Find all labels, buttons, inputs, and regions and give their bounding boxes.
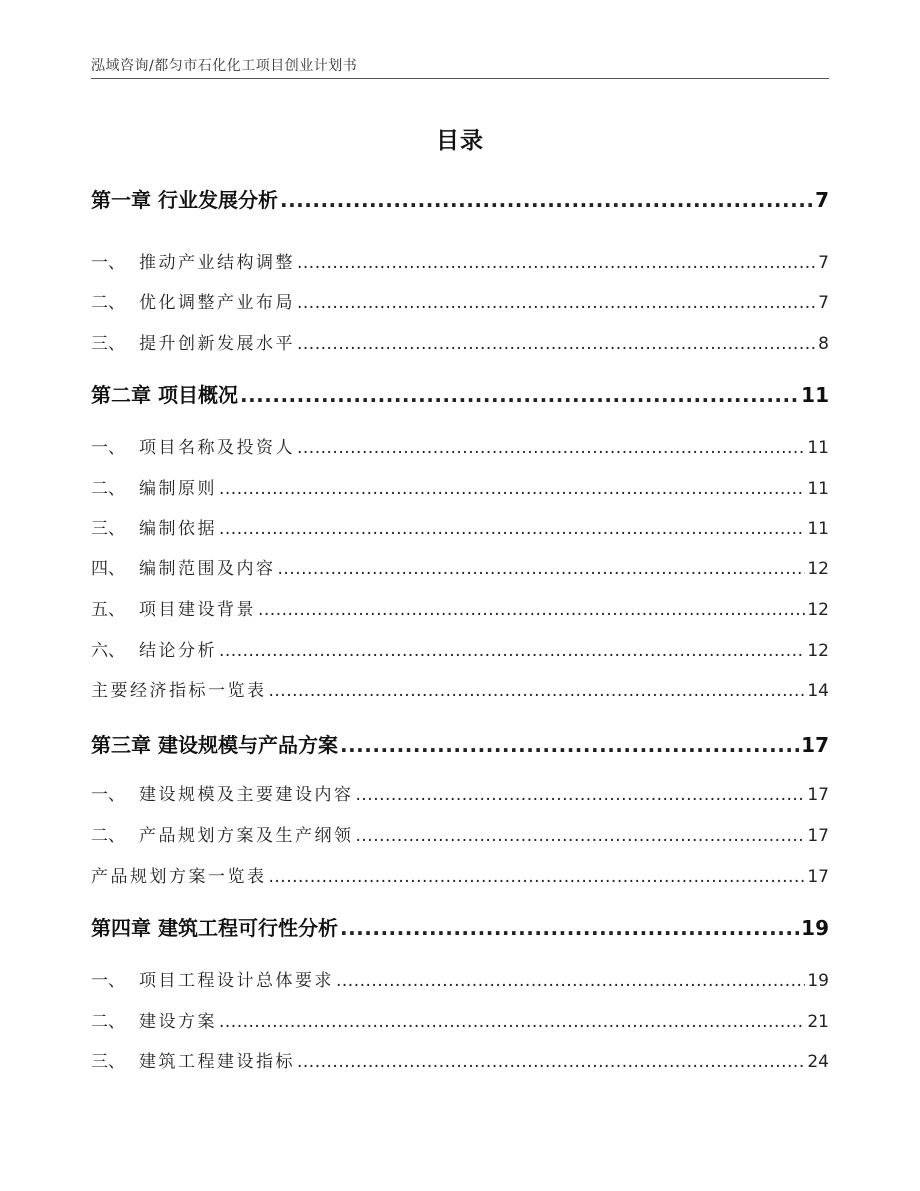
toc-section-entry[interactable] [91, 821, 829, 846]
toc-page-number: 14 [807, 681, 829, 701]
toc-entry-number: 四、 [91, 559, 125, 579]
toc-chapter-entry[interactable] [91, 379, 829, 408]
toc-entry-label [91, 821, 354, 846]
toc-entry-text: 第四章 建筑工程可行性分析 [91, 916, 338, 940]
toc-leader-dots [340, 733, 799, 757]
toc-entry-number: 一、 [91, 971, 125, 991]
toc-page-number: 19 [807, 971, 829, 991]
toc-page-number: 12 [807, 559, 829, 579]
toc-entry-text: 第一章 行业发展分析 [91, 188, 278, 212]
toc-entry-text: 项目建设背景 [139, 600, 256, 620]
toc-entry-number: 二、 [91, 826, 125, 846]
toc-page-number: 21 [807, 1012, 829, 1032]
toc-entry-label [91, 248, 295, 273]
toc-entry-label [91, 636, 217, 661]
toc-page-number: 11 [807, 438, 829, 458]
toc-page-number: 17 [801, 733, 829, 757]
toc-entry-number: 二、 [91, 479, 125, 499]
toc-entry-label [91, 1047, 295, 1072]
toc-section-entry[interactable] [91, 636, 829, 661]
toc-page-number: 17 [807, 785, 829, 805]
toc-page-number: 8 [818, 334, 829, 354]
toc-entry-label [91, 966, 334, 991]
toc-section-entry[interactable] [91, 966, 829, 991]
toc-leader-dots [219, 1012, 805, 1032]
toc-entry-text: 产品规划方案一览表 [91, 867, 267, 887]
toc-page-number: 12 [807, 600, 829, 620]
toc-entry-text: 产品规划方案及生产纲领 [139, 826, 354, 846]
toc-leader-dots [219, 479, 805, 499]
toc-section-entry[interactable] [91, 780, 829, 805]
toc-section-entry[interactable] [91, 514, 829, 539]
toc-section-entry[interactable] [91, 595, 829, 620]
toc-entry-text: 建筑工程建设指标 [139, 1052, 295, 1072]
toc-entry-text: 编制依据 [139, 519, 217, 539]
toc-entry-text: 提升创新发展水平 [139, 334, 295, 354]
toc-entry-text: 主要经济指标一览表 [91, 681, 267, 701]
toc-section-entry[interactable] [91, 676, 829, 701]
toc-entry-label [91, 379, 238, 408]
toc-leader-dots [297, 1052, 805, 1072]
toc-entry-text: 编制范围及内容 [139, 559, 276, 579]
toc-page-number: 24 [807, 1052, 829, 1072]
toc-section-entry[interactable] [91, 1007, 829, 1032]
toc-page-number: 19 [801, 916, 829, 940]
toc-leader-dots [297, 253, 816, 273]
toc-entry-label [91, 595, 256, 620]
toc-leader-dots [297, 293, 816, 313]
toc-chapter-entry[interactable] [91, 184, 829, 213]
toc-page-number: 7 [815, 188, 829, 212]
toc-entry-text: 建设方案 [139, 1012, 217, 1032]
toc-entry-number: 三、 [91, 1052, 125, 1072]
toc-page-number: 11 [807, 479, 829, 499]
toc-entry-label [91, 288, 295, 313]
toc-entry-number: 六、 [91, 641, 125, 661]
toc-section-entry[interactable] [91, 329, 829, 354]
toc-leader-dots [219, 519, 805, 539]
toc-section-entry[interactable] [91, 474, 829, 499]
toc-entry-label [91, 1007, 217, 1032]
toc-entry-text: 推动产业结构调整 [139, 253, 295, 273]
toc-leader-dots [297, 334, 816, 354]
header-rule [91, 78, 829, 79]
toc-leader-dots [269, 681, 806, 701]
toc-page-number: 7 [818, 253, 829, 273]
toc-entry-text: 第三章 建设规模与产品方案 [91, 733, 338, 757]
toc-leader-dots [258, 600, 805, 620]
toc-entry-label [91, 184, 278, 213]
toc-leader-dots [219, 641, 805, 661]
toc-entry-number: 五、 [91, 600, 125, 620]
toc-entry-label [91, 912, 338, 941]
toc-entry-label [91, 676, 267, 701]
toc-entry-label [91, 780, 354, 805]
toc-section-entry[interactable] [91, 288, 829, 313]
toc-entry-text: 项目名称及投资人 [139, 438, 295, 458]
toc-leader-dots [280, 188, 813, 212]
toc-leader-dots [240, 383, 799, 407]
toc-page-number: 12 [807, 641, 829, 661]
toc-entry-number: 一、 [91, 785, 125, 805]
toc-section-entry[interactable] [91, 1047, 829, 1072]
toc-leader-dots [269, 867, 806, 887]
toc-entry-number: 三、 [91, 519, 125, 539]
toc-entry-number: 一、 [91, 253, 125, 273]
toc-section-entry[interactable] [91, 248, 829, 273]
toc-chapter-entry[interactable] [91, 912, 829, 941]
toc-section-entry[interactable] [91, 862, 829, 887]
toc-leader-dots [336, 971, 805, 991]
toc-entry-label [91, 729, 338, 758]
toc-entry-label [91, 554, 276, 579]
toc-entry-text: 第二章 项目概况 [91, 383, 238, 407]
toc-leader-dots [297, 438, 805, 458]
toc-entry-number: 二、 [91, 1012, 125, 1032]
toc-leader-dots [356, 826, 806, 846]
toc-entry-text: 项目工程设计总体要求 [139, 971, 334, 991]
toc-entry-text: 建设规模及主要建设内容 [139, 785, 354, 805]
toc-entry-text: 编制原则 [139, 479, 217, 499]
toc-page-number: 17 [807, 867, 829, 887]
toc-entry-label [91, 433, 295, 458]
toc-entry-label [91, 514, 217, 539]
toc-chapter-entry[interactable] [91, 729, 829, 758]
running-header: 泓域咨询/都匀市石化化工项目创业计划书 [91, 58, 358, 74]
toc-title: 目录 [436, 128, 484, 154]
toc-page-number: 11 [801, 383, 829, 407]
toc-entry-number: 二、 [91, 293, 125, 313]
toc-leader-dots [340, 916, 799, 940]
toc-leader-dots [356, 785, 806, 805]
toc-page-number: 17 [807, 826, 829, 846]
toc-entry-number: 一、 [91, 438, 125, 458]
toc-leader-dots [278, 559, 806, 579]
toc-entry-number: 三、 [91, 334, 125, 354]
toc-entry-text: 优化调整产业布局 [139, 293, 295, 313]
toc-section-entry[interactable] [91, 554, 829, 579]
toc-page-number: 7 [818, 293, 829, 313]
toc-page-number: 11 [807, 519, 829, 539]
toc-entry-label [91, 329, 295, 354]
toc-entry-label [91, 474, 217, 499]
toc-entry-text: 结论分析 [139, 641, 217, 661]
toc-entry-label [91, 862, 267, 887]
toc-section-entry[interactable] [91, 433, 829, 458]
